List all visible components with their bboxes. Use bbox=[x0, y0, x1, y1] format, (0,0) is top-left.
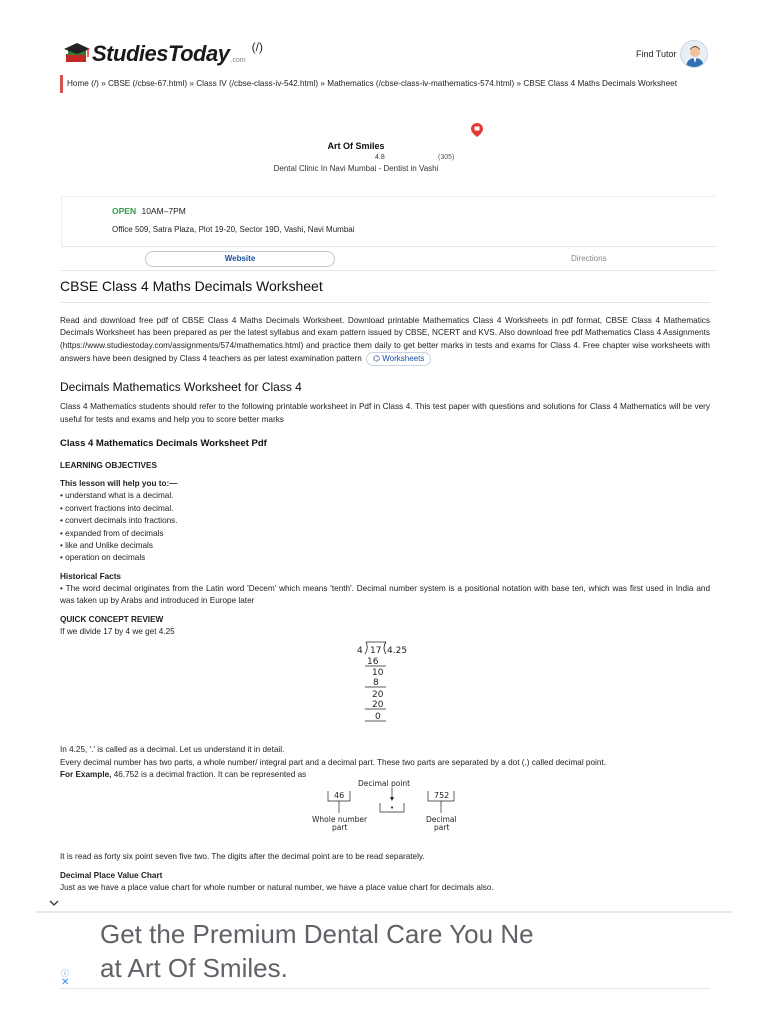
business-rating: 4.8 bbox=[375, 154, 385, 161]
map-pin-icon bbox=[471, 123, 483, 137]
decimal-parts-diagram bbox=[304, 777, 464, 837]
division-step: 0 bbox=[375, 712, 381, 722]
decimal-parts-text: Every decimal number has two parts, a whole number/ integral part and a decimal part. These two parts are separated by a dot (.) called decimal point. bbox=[60, 757, 606, 767]
worksheets-tag-button[interactable] bbox=[366, 352, 431, 366]
list-item: • expanded from of decimals bbox=[60, 528, 164, 538]
division-step: 20 bbox=[372, 700, 384, 710]
business-info-panel bbox=[61, 196, 715, 246]
lesson-intro: This lesson will help you to:— bbox=[60, 479, 178, 489]
historical-facts-text: • The word decimal originates from the Latin word 'Decem' which means 'tenth'. Decimal number system is a positional notation with base ten, which was first used in India and was taken up by Arabs and introduced in Europe later bbox=[60, 583, 710, 606]
banner-divider bbox=[36, 911, 732, 913]
division-step: 8 bbox=[373, 678, 379, 688]
review-count: (305) bbox=[438, 154, 455, 161]
site-header bbox=[0, 0, 768, 100]
division-step: 20 bbox=[372, 690, 384, 700]
objectives-list bbox=[60, 490, 710, 564]
opening-hours bbox=[112, 206, 186, 216]
divisor: 4 bbox=[357, 646, 363, 656]
business-description: Dental Clinic In Navi Mumbai - Dentist in Vashi bbox=[273, 164, 439, 173]
website-button[interactable]: Website bbox=[145, 251, 335, 267]
subtitle-paragraph: Class 4 Mathematics students should refer to the following printable worksheet in Pdf in Class 4. This test paper with questions and solutions for Class 4 Mathematics will be very useful for tests and exams and help you to score better marks bbox=[60, 402, 710, 424]
user-avatar-icon[interactable] bbox=[680, 40, 708, 68]
intro-text: Read and download free pdf of CBSE Class 4 Maths Decimals Worksheet. Download printable Mathematics Class 4 Worksheets in pdf format, CBSE Class 4 Mathematics Decimals Worksheet has been prepared as per the latest syllabus and exam pattern issued by CBSE, NCERT and KVS. Also download free pdf Mathematics Class 4 Assignments (https://www.studiestoday.com/assignments/574/mathematics.html) and practice them daily to get better marks in tests and exams for Class 4. Free chapter wise worksheets with answers have been designed by Class 4 teachers as per latest examination pattern bbox=[60, 316, 710, 364]
historical-facts-heading: Historical Facts bbox=[60, 571, 121, 581]
graduation-cap-icon bbox=[62, 40, 92, 66]
business-ad-card[interactable] bbox=[60, 118, 716, 273]
list-item: • convert fractions into decimal. bbox=[60, 503, 174, 513]
division-step: 10 bbox=[372, 668, 384, 678]
tag-icon: ⌬ bbox=[373, 354, 381, 364]
section-subtitle: Decimals Mathematics Worksheet for Class 4 bbox=[60, 380, 302, 395]
whole-part-value: 46 bbox=[334, 791, 345, 800]
dividend: 17 bbox=[370, 646, 382, 656]
list-item: • convert decimals into fractions. bbox=[60, 516, 178, 526]
chevron-down-icon[interactable] bbox=[47, 896, 61, 908]
banner-line-2: at Art Of Smiles. bbox=[100, 953, 288, 983]
decimal-label-part: part bbox=[434, 823, 450, 832]
hours-text: 10AM–7PM bbox=[141, 206, 186, 216]
quick-concept-text: If we divide 17 by 4 we get 4.25 bbox=[60, 626, 175, 636]
list-item: • operation on decimals bbox=[60, 553, 146, 563]
whole-label: Whole number bbox=[312, 815, 368, 824]
decimal-label: Decimal bbox=[426, 815, 457, 824]
read-as-text: It is read as forty six point seven five two. The digits after the decimal point are to be read separately. bbox=[60, 852, 425, 862]
example-label: For Example, bbox=[60, 769, 112, 779]
breadcrumb[interactable]: Home (/) » CBSE (/cbse-67.html) » Class IV (/cbse-class-iv-542.html) » Mathematics (/cbse-class-iv-mathematics-574.html) » CBSE Class 4 Maths Decimals Worksheet bbox=[60, 75, 720, 93]
site-logo[interactable] bbox=[62, 40, 263, 66]
division-step: 16 bbox=[367, 657, 379, 667]
directions-button[interactable]: Directions bbox=[571, 254, 607, 263]
page-title: CBSE Class 4 Maths Decimals Worksheet bbox=[60, 276, 710, 303]
long-division-figure bbox=[356, 640, 416, 730]
list-item: • understand what is a decimal. bbox=[60, 491, 174, 501]
intro-paragraph bbox=[60, 315, 710, 366]
decimal-part-value: 752 bbox=[434, 791, 450, 800]
quick-concept-heading: QUICK CONCEPT REVIEW bbox=[60, 614, 164, 624]
open-status-badge: OPEN bbox=[112, 206, 137, 216]
find-tutor-link[interactable]: Find Tutor bbox=[636, 49, 677, 59]
decimal-intro-text: In 4.25, '.' is called as a decimal. Let us understand it in detail. bbox=[60, 745, 285, 755]
bottom-banner-ad[interactable] bbox=[60, 915, 710, 989]
logo-link-text[interactable]: (/) bbox=[251, 40, 263, 54]
ad-action-bar bbox=[61, 246, 717, 271]
list-item: • like and Unlike decimals bbox=[60, 541, 153, 551]
adchoices-icon[interactable]: ⓘ bbox=[61, 969, 69, 978]
worksheets-tag-label: Worksheets bbox=[382, 354, 425, 364]
decimal-dot: • bbox=[390, 804, 395, 812]
place-value-heading: Decimal Place Value Chart bbox=[60, 870, 163, 880]
business-name[interactable]: Art Of Smiles bbox=[327, 141, 385, 151]
logo-wordmark: StudiesToday bbox=[92, 41, 230, 66]
banner-line-1: Get the Premium Dental Care You Ne bbox=[100, 919, 534, 949]
close-icon[interactable]: ✕ bbox=[61, 977, 70, 988]
place-value-text: Just as we have a place value chart for whole number or natural number, we have a place value chart for decimals also. bbox=[60, 882, 494, 892]
example-body: 46.752 is a decimal fraction. It can be represented as bbox=[111, 769, 307, 779]
worksheet-pdf-title: Class 4 Mathematics Decimals Worksheet Pdf bbox=[60, 438, 267, 450]
whole-label-part: part bbox=[332, 823, 348, 832]
banner-headline bbox=[100, 917, 572, 985]
business-address: Office 509, Satra Plaza, Plot 19-20, Sector 19D, Vashi, Navi Mumbai bbox=[112, 225, 355, 234]
quotient: 4.25 bbox=[387, 646, 408, 656]
learning-objectives-heading: LEARNING OBJECTIVES bbox=[60, 461, 157, 471]
article-content bbox=[60, 276, 710, 894]
logo-suffix: .com bbox=[230, 57, 246, 64]
decimal-point-label: Decimal point bbox=[358, 779, 411, 788]
